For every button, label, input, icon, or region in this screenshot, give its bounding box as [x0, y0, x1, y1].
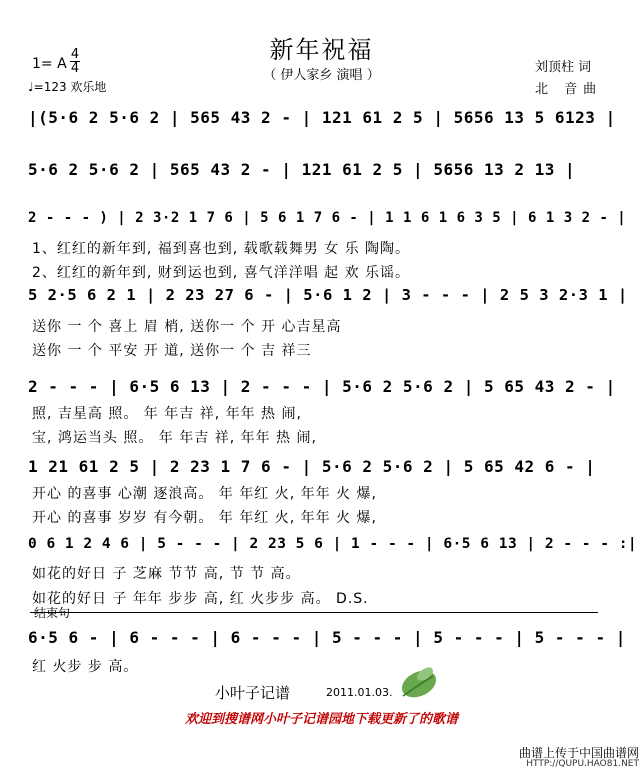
- source-url: HTTP://QUPU.HAO81.NET: [526, 759, 639, 769]
- source-watermark: 曲谱上传于中国曲谱网: [518, 746, 639, 760]
- time-signature-bottom: 4: [70, 61, 80, 76]
- lyric-line: 开心 的喜事 岁岁 有今朝。 年 年红 火, 年年 火 爆,: [32, 510, 377, 526]
- lyric-line: 送你 一 个 喜上 眉 梢, 送你一 个 开 心吉星高: [32, 319, 342, 335]
- composer-credit: 北 音曲: [535, 82, 603, 97]
- notation-line: 5 2·5 6 2 1 | 2 23 27 6 - | 5·6 1 2 | 3 - - - | 2 5 3 2·3 1 |: [28, 286, 628, 304]
- song-title: 新年祝福: [269, 36, 374, 64]
- notation-line: 5·6 2 5·6 2 | 565 43 2 - | 121 61 2 5 | 5656 13 2 13 |: [28, 160, 576, 179]
- download-notice: 欢迎到搜谱网小叶子记谱园地下载更新了的歌谱: [184, 712, 458, 727]
- tempo-marking: ♩=123 欢乐地: [28, 80, 107, 94]
- lyric-line: 送你 一 个 平安 开 道, 送你一 个 吉 祥三: [32, 343, 312, 359]
- ending-label: 结束句: [34, 606, 71, 620]
- lyric-line: 如花的好日 子 年年 步步 高, 红 火步步 高。 D.S.: [32, 591, 369, 607]
- lyricist-credit: 刘顶柱 词: [535, 60, 592, 75]
- notation-line: 0 6 1 2 4 6 | 5 - - - | 2 23 5 6 | 1 - - - | 6·5 6 13 | 2 - - - :|: [28, 536, 638, 552]
- leaf-icon: [395, 662, 445, 702]
- notation-line: 2 - - - | 6·5 6 13 | 2 - - - | 5·6 2 5·6 2 | 5 65 43 2 - |: [28, 377, 616, 396]
- key-signature: 1= A: [32, 56, 67, 72]
- lyric-line: 宝, 鸿运当头 照。 年 年吉 祥, 年年 热 闹,: [32, 430, 317, 446]
- lyric-line: 红 火步 步 高。: [32, 659, 139, 675]
- lyric-line: 开心 的喜事 心潮 逐浪高。 年 年红 火, 年年 火 爆,: [32, 486, 377, 502]
- time-signature: [70, 48, 80, 75]
- transcription-date: 2011.01.03.: [326, 686, 393, 699]
- lyric-line: 如花的好日 子 芝麻 节节 高, 节 节 高。: [32, 566, 301, 582]
- lyric-line: 照, 吉星高 照。 年 年吉 祥, 年年 热 闹,: [32, 406, 302, 422]
- notation-line: 6·5 6 - | 6 - - - | 6 - - - | 5 - - - | 5 - - - | 5 - - - |: [28, 628, 626, 647]
- transcriber-credit: 小叶子记谱: [215, 684, 291, 702]
- notation-line: 1 21 61 2 5 | 2 23 1 7 6 - | 5·6 2 5·6 2 | 5 65 42 6 - |: [28, 457, 596, 476]
- ending-bracket-line: [30, 612, 598, 613]
- notation-line: 2 - - - ) | 2 3·2 1 7 6 | 5 6 1 7 6 - | 1 1 6 1 6 3 5 | 6 1 3 2 - |: [28, 210, 627, 226]
- time-signature-top: 4: [70, 47, 80, 62]
- lyric-line: 2、红红的新年到, 财到运也到, 喜气洋洋唱 起 欢 乐谣。: [32, 265, 411, 281]
- performer-subtitle: （ 伊人家乡 演唱 ）: [263, 68, 380, 83]
- lyric-line: 1、红红的新年到, 福到喜也到, 载歌载舞男 女 乐 陶陶。: [32, 241, 411, 257]
- notation-line: |(5·6 2 5·6 2 | 565 43 2 - | 121 61 2 5 | 5656 13 5 6123 |: [28, 108, 616, 127]
